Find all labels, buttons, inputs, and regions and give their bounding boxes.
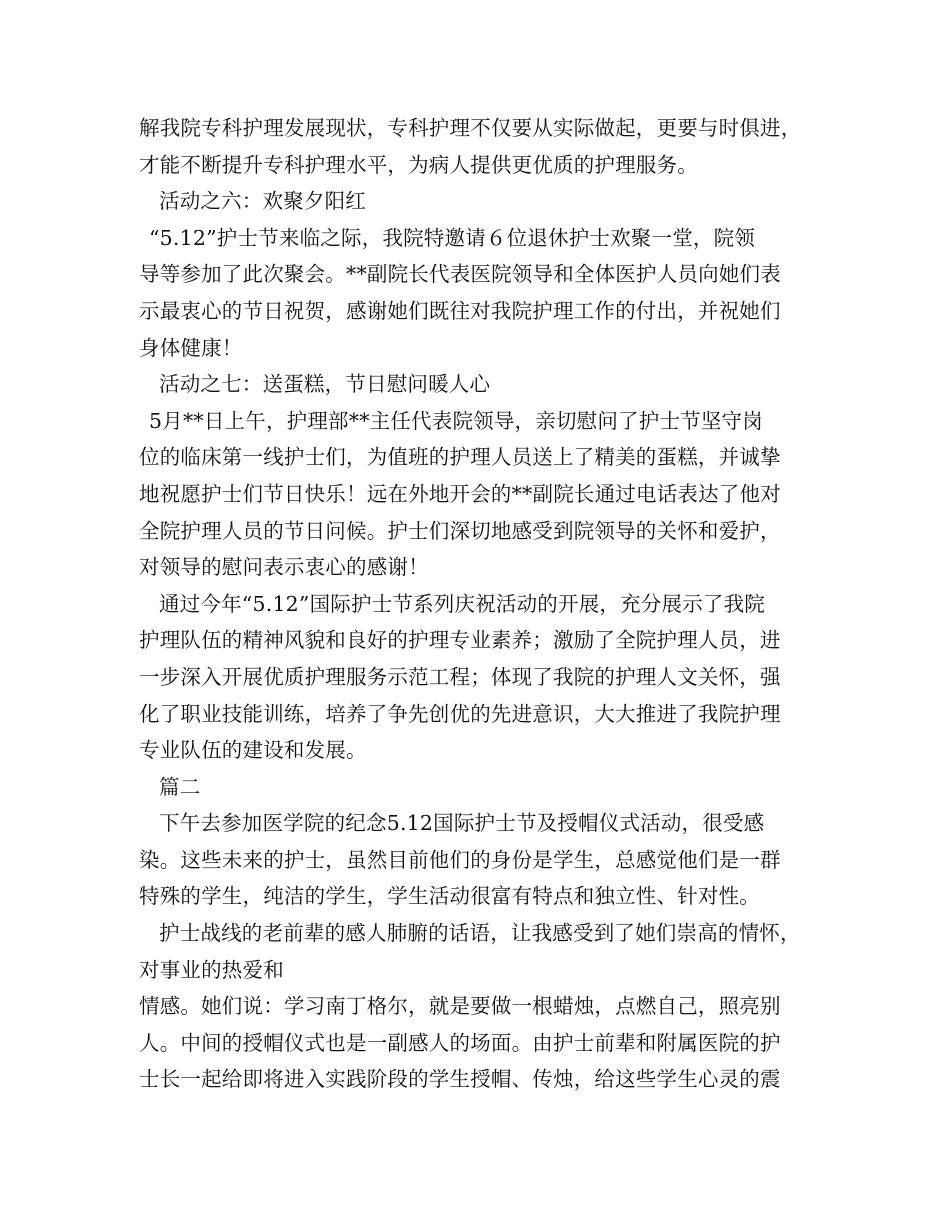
- text-line: 下午去参加医学院的纪念5.12国际护士节及授帽仪式活动，很受感: [159, 811, 765, 836]
- text-line: 人。中间的授帽仪式也是一副感人的场面。由护士前辈和附属医院的护: [139, 1030, 781, 1055]
- text-line: 一步深入开展优质护理服务示范工程；体现了我院的护理人文关怀，强: [139, 664, 781, 689]
- text-line: 才能不断提升专科护理水平，为病人提供更优质的护理服务。: [139, 152, 698, 177]
- text-line: 解我院专科护理发展现状，专科护理不仅要从实际做起，更要与时俱进，: [139, 116, 802, 140]
- text-line: 对事业的热爱和: [139, 957, 284, 982]
- document-body: [139, 110, 839, 1098]
- text-line: 位的临床第一线护士们，为值班的护理人员送上了精美的蛋糕，并诚挚: [139, 445, 781, 470]
- text-line: 导等参加了此次聚会。**副院长代表医院领导和全体医护人员向她们表: [139, 262, 781, 287]
- text-line: 护理队伍的精神风貌和良好的护理专业素养；激励了全院护理人员，进: [139, 628, 781, 653]
- text-line: 身体健康！: [139, 335, 243, 360]
- text-line: 通过今年“5.12”国际护士节系列庆祝活动的开展，充分展示了我院: [159, 591, 766, 616]
- text-line: “5.12”护士节来临之际，我院特邀请６位退休护士欢聚一堂，院领: [149, 225, 756, 250]
- section-heading: 篇二: [159, 774, 201, 799]
- text-line: 护士战线的老前辈的感人肺腑的话语，让我感受到了她们崇高的情怀，: [159, 921, 801, 946]
- text-line: 士长一起给即将进入实践阶段的学生授帽、传烛，给这些学生心灵的震: [139, 1067, 781, 1092]
- text-line: 示最衷心的节日祝贺，感谢她们既往对我院护理工作的付出，并祝她们: [139, 298, 781, 323]
- text-line: 专业队伍的建设和发展。: [139, 738, 367, 763]
- text-line: 5月**日上午，护理部**主任代表院领导，亲切慰问了护士节坚守岗: [149, 408, 763, 433]
- text-line: 全院护理人员的节日问候。护士们深切地感受到院领导的关怀和爱护，: [139, 518, 781, 543]
- section-heading: 活动之六：欢聚夕阳红: [159, 189, 366, 214]
- text-line: 特殊的学生，纯洁的学生，学生活动很富有特点和独立性、针对性。: [139, 884, 760, 909]
- text-line: 对领导的慰问表示衷心的感谢！: [139, 555, 429, 580]
- section-heading: 活动之七：送蛋糕，节日慰问暖人心: [159, 372, 491, 397]
- text-line: 情感。她们说：学习南丁格尔，就是要做一根蜡烛，点燃自己，照亮别: [139, 994, 781, 1019]
- text-line: 地祝愿护士们节日快乐！远在外地开会的**副院长通过电话表达了他对: [139, 481, 781, 506]
- text-line: 染。这些未来的护士，虽然目前他们的身份是学生，总感觉他们是一群: [139, 847, 781, 872]
- text-line: 化了职业技能训练，培养了争先创优的先进意识，大大推进了我院护理: [139, 701, 781, 726]
